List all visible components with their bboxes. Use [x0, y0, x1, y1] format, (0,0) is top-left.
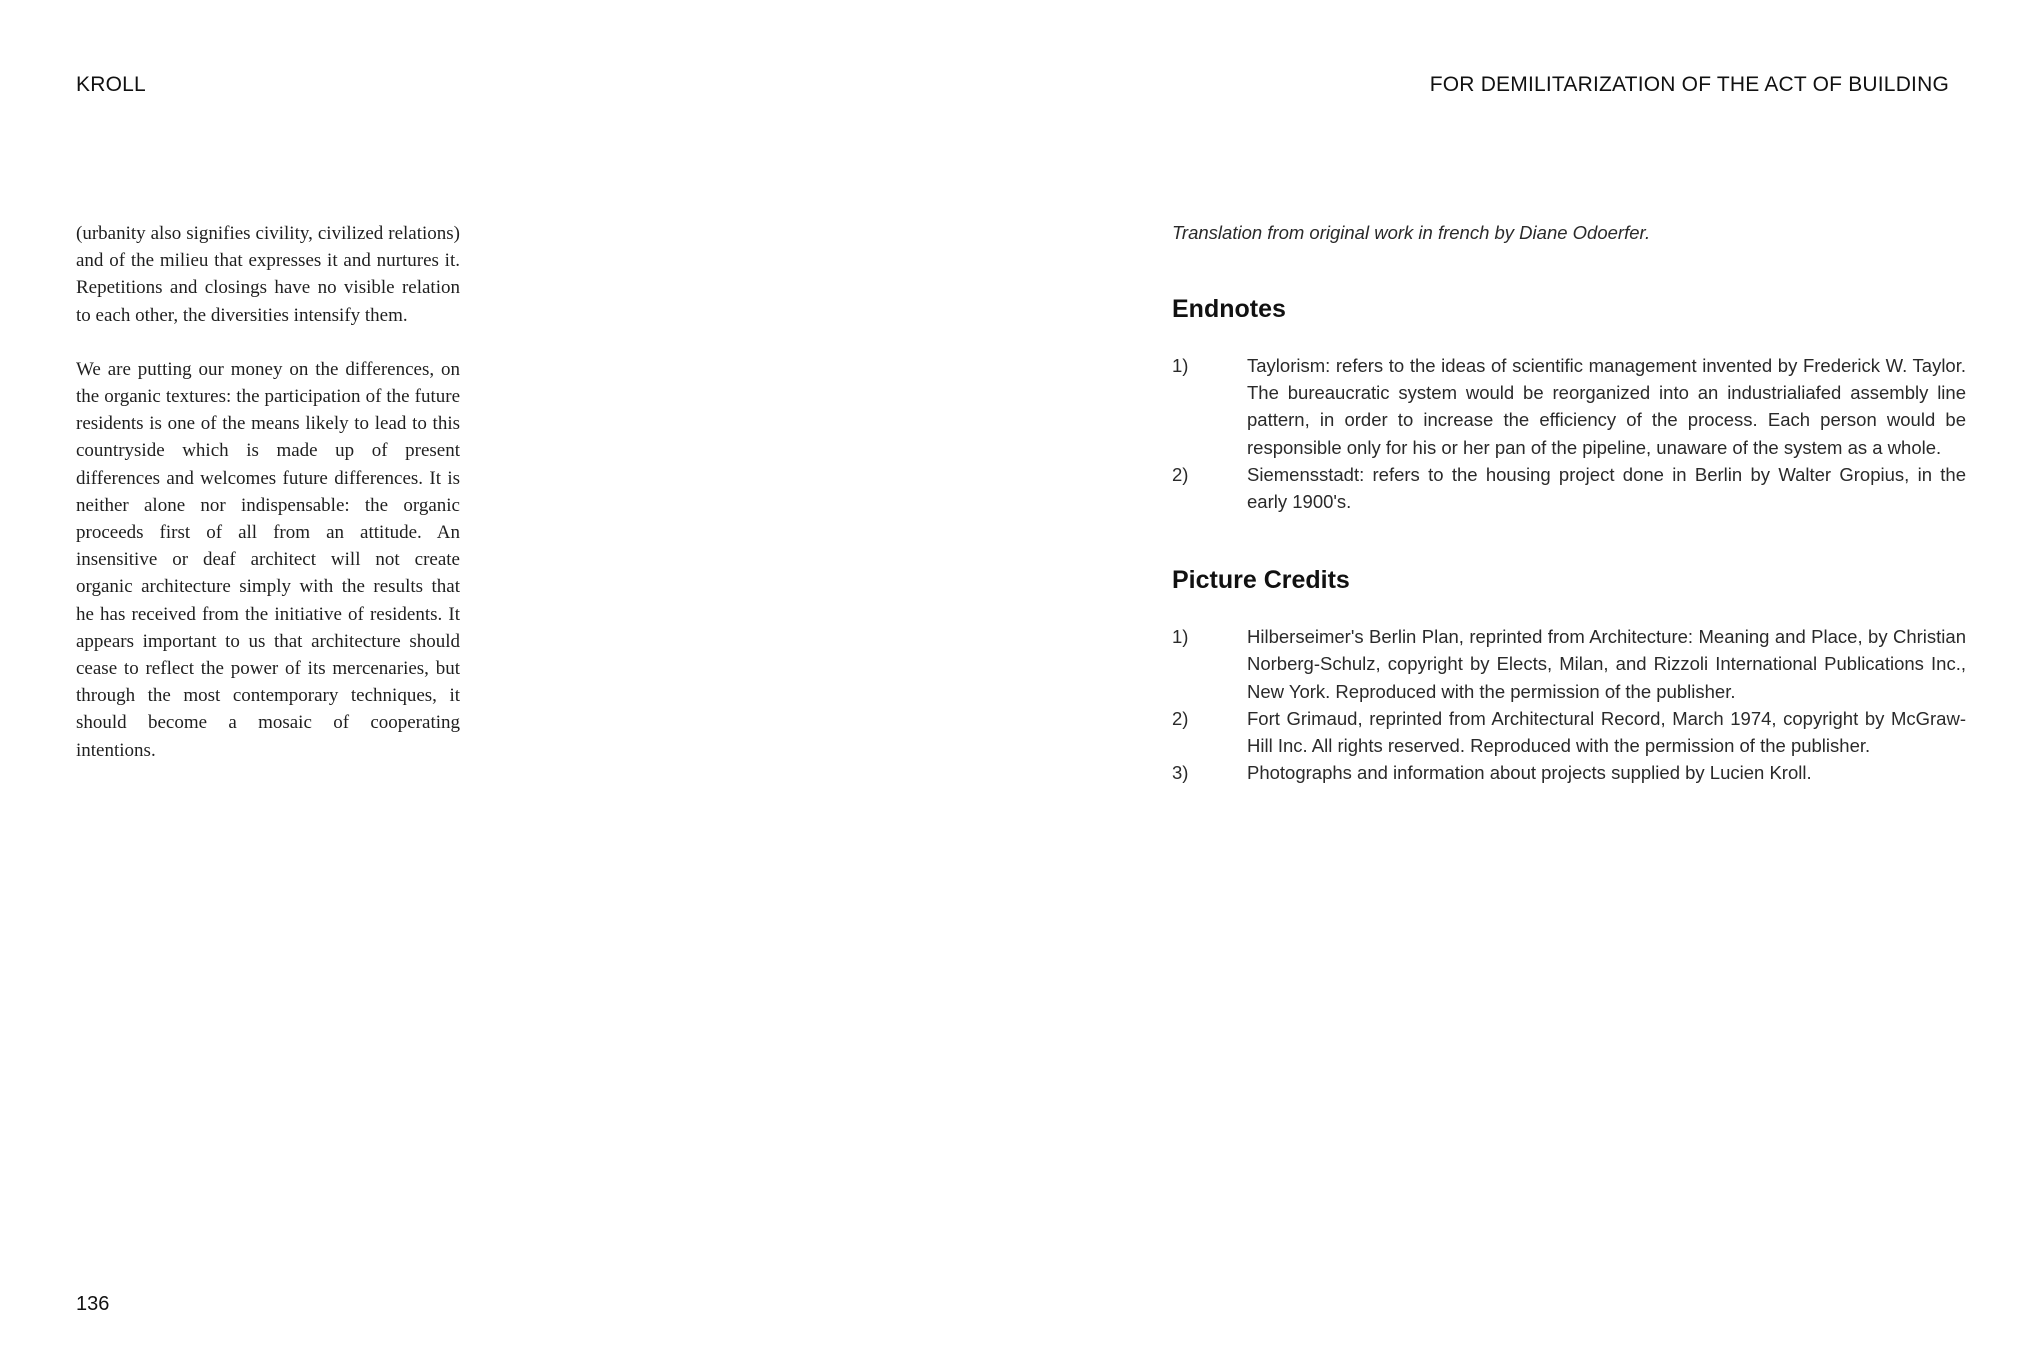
body-paragraph: (urbanity also signifies civility, civilized relations) and of the milieu that expresses it and nurtures it. Repetitions and closings have no visible relation to each other, the diversities intensify them. — [76, 223, 460, 326]
picture-credits-list — [1172, 623, 1966, 786]
page-number: 136 — [76, 1293, 110, 1315]
body-text-column — [76, 220, 460, 791]
body-paragraph: We are putting our money on the differences, on the organic textures: the participation of the future residents is one of the means likely to lead to this countryside which is made up of present differences and welcomes future differences. It is neither alone nor indispensable: the organic proceeds first of all from an attitude. An insensitive or deaf architect will not create organic architecture simply with the results that he has received from the initiative of residents. It appears important to us that architecture should cease to reflect the power of its mercenaries, but through the most contemporary techniques, it should become a mosaic of cooperating intentions. — [76, 358, 460, 761]
picture-credits-heading: Picture Credits — [1172, 566, 1350, 595]
running-head-title: FOR DEMILITARIZATION OF THE ACT OF BUILDING — [1429, 73, 1949, 96]
endnote-number: 2) — [1172, 463, 1189, 485]
translation-note: Translation from original work in french by Diane Odoerfer. — [1172, 222, 1651, 243]
credit-number: 3) — [1172, 762, 1189, 784]
credit-text: Photographs and information about projects supplied by Lucien Kroll. — [1247, 762, 1812, 784]
endnote-number: 1) — [1172, 355, 1189, 376]
endnote-item — [1172, 352, 1966, 461]
endnote-text: Taylorism: refers to the ideas of scientific management invented by Frederick W. Taylor. The bureaucratic system would be reorganized into an industrialiafed assembly line pattern, in order to increase the efficiency of the process. Each person would be responsible only for his or her pan of the pipeline, unaware of the system as a whole. — [1247, 355, 1966, 458]
credit-number: 2) — [1172, 707, 1189, 729]
endnote-text: Siemensstadt: refers to the housing project done in Berlin by Walter Gropius, in the early 1900's. — [1247, 463, 1966, 513]
running-head-author: KROLL — [76, 73, 146, 96]
credit-item — [1172, 705, 1966, 759]
credit-item — [1172, 623, 1966, 705]
endnotes-heading: Endnotes — [1172, 295, 1286, 323]
notes-column — [1172, 220, 1966, 786]
endnotes-list — [1172, 352, 1966, 515]
endnote-item — [1172, 461, 1966, 515]
credit-text: Hilberseimer's Berlin Plan, reprinted from Architecture: Meaning and Place, by Christian Norberg-Schulz, copyright by Elects, Milan, and Rizzoli International Publications Inc., New York. Reproduced with the permission of the publisher. — [1247, 626, 1966, 702]
credit-item — [1172, 759, 1966, 786]
credit-text: Fort Grimaud, reprinted from Architectural Record, March 1974, copyright by McGraw-Hill Inc. All rights reserved. Reproduced with the permission of the publisher. — [1247, 707, 1966, 757]
credit-number: 1) — [1172, 626, 1189, 648]
